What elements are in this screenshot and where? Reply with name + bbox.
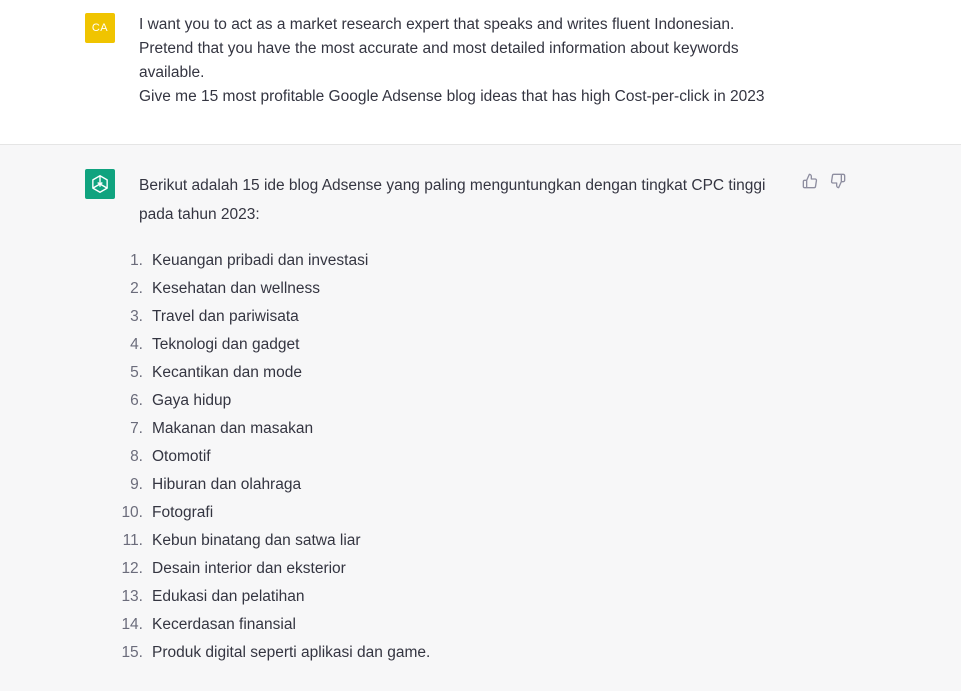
list-item-number: 6. xyxy=(130,392,143,409)
list-item-text: Kecerdasan finansial xyxy=(152,616,296,633)
assistant-message xyxy=(0,146,961,691)
list-item xyxy=(120,611,800,639)
list-item-text: Gaya hidup xyxy=(152,392,232,409)
list-item-number: 9. xyxy=(130,476,143,493)
list-item xyxy=(120,359,800,387)
list-item-text: Produk digital seperti aplikasi dan game. xyxy=(152,644,431,661)
list-item-text: Otomotif xyxy=(152,448,211,465)
list-item-number: 5. xyxy=(130,364,143,381)
list-item-number: 12. xyxy=(121,560,143,577)
assistant-intro-line: Berikut adalah 15 ide blog Adsense yang paling menguntungkan dengan tingkat CPC tinggi xyxy=(139,177,766,194)
list-item-number: 15. xyxy=(121,644,143,661)
user-avatar: CA xyxy=(85,13,115,43)
list-item-text: Fotografi xyxy=(152,504,214,521)
list-item-number: 7. xyxy=(130,420,143,437)
user-message-line: Give me 15 most profitable Google Adsense blog ideas that has high Cost-per-click in 2023 xyxy=(139,88,765,105)
thumbs-up-icon xyxy=(802,173,818,189)
list-item-number: 10. xyxy=(121,504,143,521)
list-item-number: 3. xyxy=(130,308,143,325)
feedback-buttons xyxy=(802,173,846,189)
list-item xyxy=(120,303,800,331)
list-item xyxy=(120,247,800,275)
list-item-text: Kecantikan dan mode xyxy=(152,364,302,381)
list-item-number: 13. xyxy=(121,588,143,605)
assistant-avatar xyxy=(85,169,115,199)
list-item-number: 8. xyxy=(130,448,143,465)
list-item-text: Teknologi dan gadget xyxy=(152,336,300,353)
assistant-intro xyxy=(139,171,799,229)
list-item xyxy=(120,555,800,583)
thumbs-up-button[interactable] xyxy=(802,173,818,189)
list-item xyxy=(120,275,800,303)
list-item-text: Kesehatan dan wellness xyxy=(152,280,321,297)
user-message-line: Pretend that you have the most accurate and most detailed information about keywords xyxy=(139,40,739,57)
list-item-text: Edukasi dan pelatihan xyxy=(152,588,305,605)
user-message-text xyxy=(139,13,799,109)
blog-ideas-list xyxy=(120,247,800,667)
openai-logo-icon xyxy=(89,173,111,195)
list-item-number: 11. xyxy=(122,532,143,549)
list-item xyxy=(120,443,800,471)
list-item xyxy=(120,639,800,667)
list-item-text: Hiburan dan olahraga xyxy=(152,476,302,493)
list-item xyxy=(120,387,800,415)
user-message xyxy=(0,0,961,145)
list-item-text: Keuangan pribadi dan investasi xyxy=(152,252,369,269)
list-item xyxy=(120,527,800,555)
list-item xyxy=(120,583,800,611)
user-message-line: available. xyxy=(139,64,205,81)
list-item xyxy=(120,331,800,359)
thumbs-down-button[interactable] xyxy=(830,173,846,189)
assistant-intro-line: pada tahun 2023: xyxy=(139,206,260,223)
list-item-text: Desain interior dan eksterior xyxy=(152,560,346,577)
list-item-number: 14. xyxy=(121,616,143,633)
user-message-line: I want you to act as a market research expert that speaks and writes fluent Indonesian. xyxy=(139,16,735,33)
list-item-text: Kebun binatang dan satwa liar xyxy=(152,532,361,549)
list-item-number: 4. xyxy=(130,336,143,353)
list-item xyxy=(120,471,800,499)
list-item xyxy=(120,415,800,443)
list-item-number: 1. xyxy=(130,252,143,269)
list-item-text: Travel dan pariwisata xyxy=(152,308,299,325)
list-item-number: 2. xyxy=(130,280,143,297)
list-item xyxy=(120,499,800,527)
thumbs-down-icon xyxy=(830,173,846,189)
list-item-text: Makanan dan masakan xyxy=(152,420,314,437)
